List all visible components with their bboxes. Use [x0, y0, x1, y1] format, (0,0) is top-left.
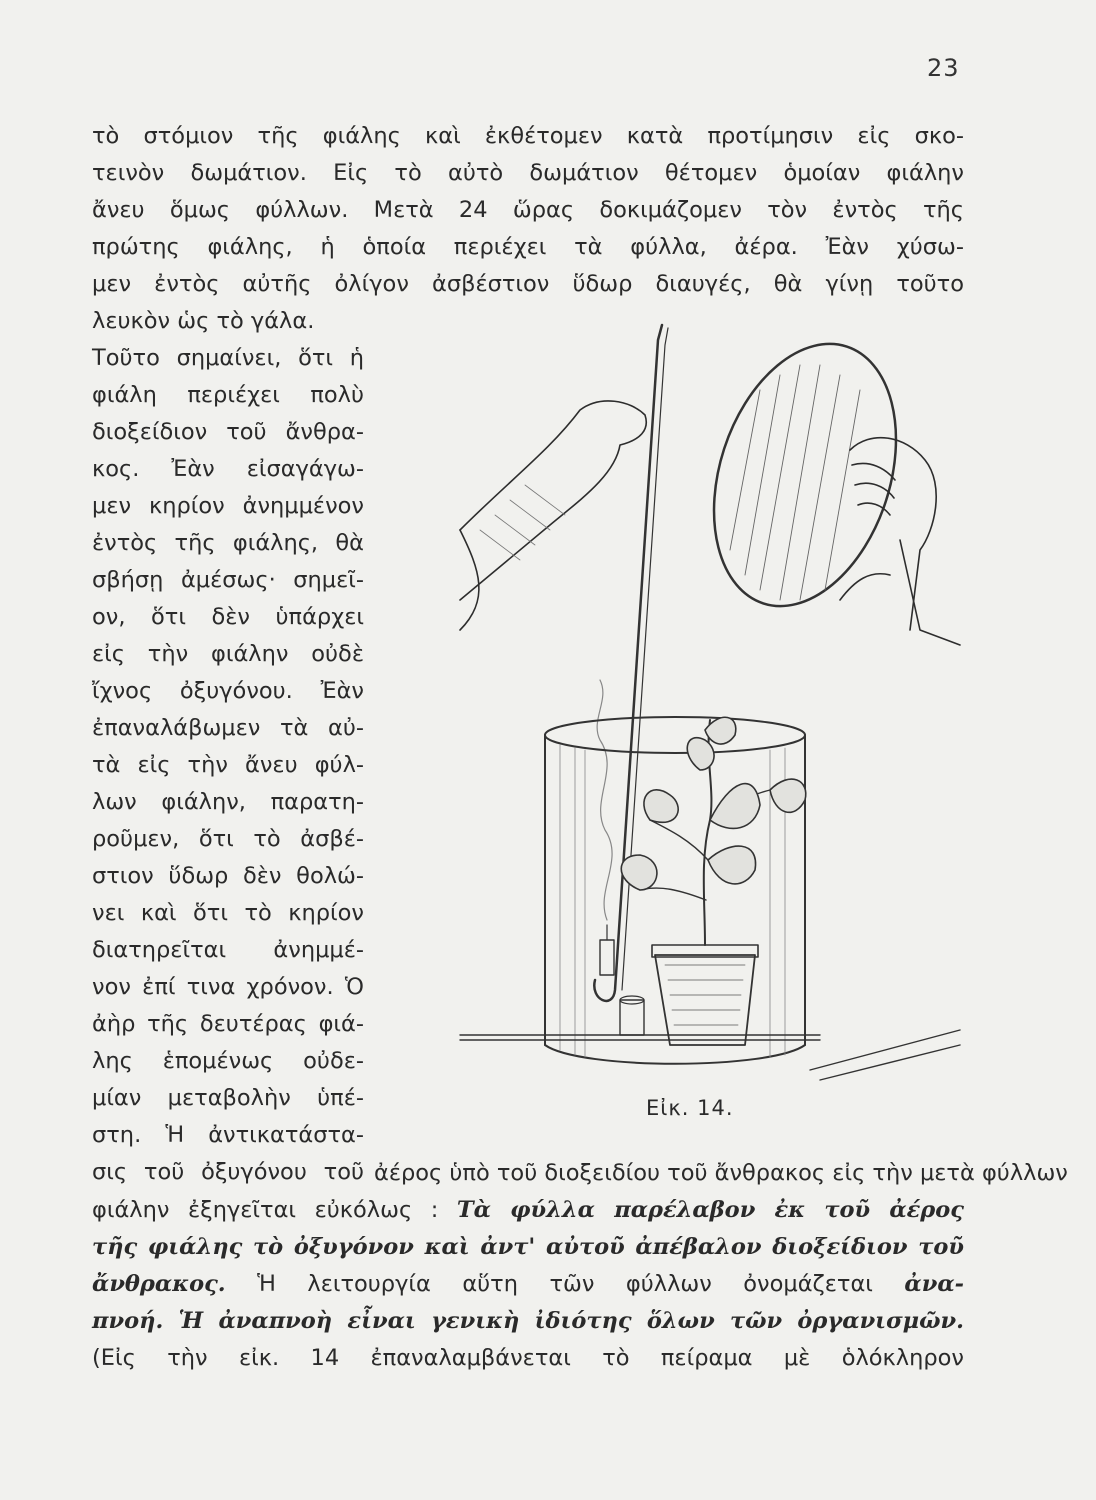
text-line: ἀὴρ τῆς δευτέρας φιά- [92, 1011, 364, 1037]
bell-jar-top [545, 717, 805, 753]
plant-leaf [710, 784, 760, 829]
small-beaker [620, 1000, 644, 1035]
emphasis-text: ἄνθρακος. [92, 1271, 226, 1297]
text-line: νει καὶ ὅτι τὸ κηρίον [92, 900, 364, 926]
text-line: κος. Ἐὰν εἰσαγάγω- [92, 456, 364, 482]
text-line: ἀέρος ὑπὸ τοῦ διοξειδίου τοῦ ἄνθρακος εἰς τὴν μετὰ φύλλων [374, 1160, 1068, 1186]
text-line: ἴχνος ὀξυγόνου. Ἐὰν [92, 678, 364, 704]
text-line: (Εἰς τὴν εἰκ. 14 ἐπαναλαμβάνεται τὸ πείραμα μὲ ὁλόκληρον [92, 1345, 964, 1371]
text-line: ον, ὅτι δὲν ὑπάρχει [92, 604, 364, 630]
emphasis-line: πνοή. Ἡ ἀναπνοὴ εἶναι γενικὴ ἰδιότης ὅλων τῶν ὀργανισμῶν. [92, 1308, 964, 1334]
text-line: λης ἑπομένως οὐδε- [92, 1048, 364, 1074]
plant-leaf [708, 846, 756, 884]
plant-leaf [644, 790, 678, 823]
left-hand [460, 401, 646, 600]
text-line: μεν ἐντὸς αὐτῆς ὀλίγον ἀσβέστιον ὕδωρ διαυγές, θὰ γίνῃ τοῦτο [92, 271, 964, 297]
right-hand [840, 438, 936, 630]
emphasis-text: ἀνα- [904, 1271, 964, 1297]
text-line: Τοῦτο σημαίνει, ὅτι ἡ [92, 345, 364, 371]
text-span: φιάλην ἐξηγεῖται εὐκόλως : [92, 1197, 457, 1223]
text-line: λευκὸν ὡς τὸ γάλα. [92, 308, 315, 334]
smoke [597, 680, 612, 920]
plant-leaf [621, 855, 657, 890]
text-line: τὸ στόμιον τῆς φιάλης καὶ ἐκθέτομεν κατὰ προτίμησιν εἰς σκο- [92, 123, 964, 149]
text-line: σβήσῃ ἀμέσως· σημεῖ- [92, 567, 364, 593]
text-line [92, 1268, 964, 1300]
plant-leaf [687, 738, 714, 770]
text-line: στιον ὕδωρ δὲν θολώ- [92, 863, 364, 889]
text-line: νον ἐπί τινα χρόνον. Ὁ [92, 974, 364, 1000]
text-line: πρώτης φιάλης, ἡ ὁποία περιέχει τὰ φύλλα, ἀέρα. Ἐὰν χύσω- [92, 234, 964, 260]
text-line: σις τοῦ ὀξυγόνου τοῦ [92, 1159, 364, 1185]
figure-caption: Εἰκ. 14. [646, 1096, 734, 1120]
text-line: λων φιάλην, παρατη- [92, 789, 364, 815]
page-number: 23 [927, 54, 960, 82]
text-line: ἐπαναλάβωμεν τὰ αὐ- [92, 715, 364, 741]
text-line: τεινὸν δωμάτιον. Εἰς τὸ αὐτὸ δωμάτιον θέτομεν ὁμοίαν φιάλην [92, 160, 964, 186]
text-line: διατηρεῖται ἀνημμέ- [92, 937, 364, 963]
text-line: ἄνευ ὅμως φύλλων. Μετὰ 24 ὥρας δοκιμάζομεν τὸν ἐντὸς τῆς [92, 197, 964, 223]
text-line: μεν κηρίον ἀνημμένον [92, 493, 364, 519]
emphasis-line: τῆς φιάλης τὸ ὀξυγόνον καὶ ἀντ' αὐτοῦ ἀπέβαλον διοξείδιον τοῦ [92, 1234, 964, 1260]
experiment-drawing [400, 300, 965, 1100]
text-line: τὰ εἰς τὴν ἄνευ φύλ- [92, 752, 364, 778]
text-line: ροῦμεν, ὅτι τὸ ἀσβέ- [92, 826, 364, 852]
text-line [92, 1194, 964, 1226]
candle [600, 940, 614, 975]
text-line: εἰς τὴν φιάλην οὐδὲ [92, 641, 364, 667]
text-line: στη. Ἡ ἀντικατάστα- [92, 1122, 364, 1148]
emphasis-text: Τὰ φύλλα παρέλαβον ἐκ τοῦ ἀέρος [456, 1197, 964, 1223]
text-line: διοξείδιον τοῦ ἄνθρα- [92, 419, 364, 445]
plant-leaf [770, 779, 806, 812]
figure-14-illustration [400, 300, 965, 1100]
text-line: ἐντὸς τῆς φιάλης, θὰ [92, 530, 364, 556]
text-line: φιάλη περιέχει πολὺ [92, 382, 364, 408]
text-line: μίαν μεταβολὴν ὑπέ- [92, 1085, 364, 1111]
base-plate [460, 1030, 960, 1080]
flower-pot [655, 955, 755, 1045]
text-span: Ἡ λειτουργία αὕτη τῶν φύλλων ὀνομάζεται [225, 1271, 905, 1297]
